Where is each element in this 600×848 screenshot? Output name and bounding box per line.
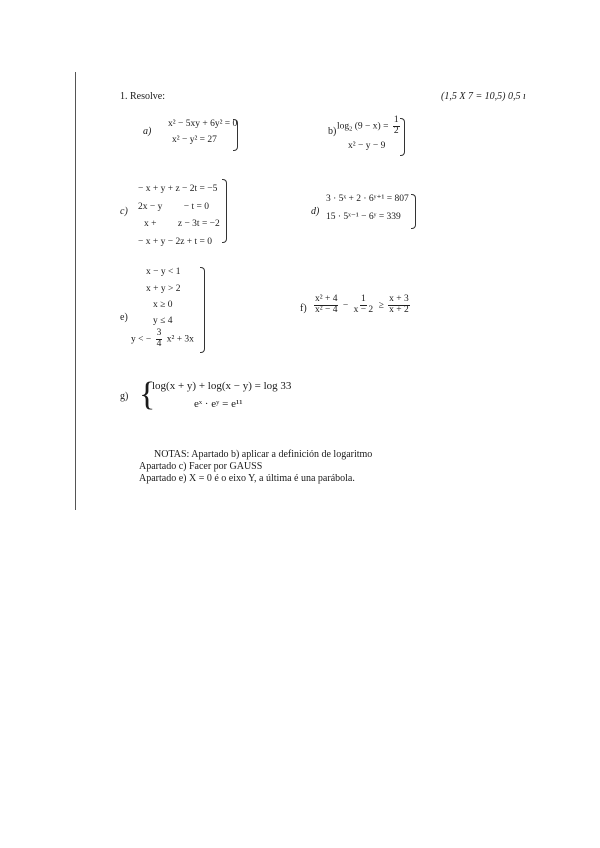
item-c-system (138, 181, 220, 251)
notes-line-3: Apartado e) X = 0 é o eixo Y, a última é una parábola. (139, 473, 355, 484)
item-d-label: d) (311, 206, 320, 217)
item-d-brace (411, 194, 416, 229)
item-b-eq1 (337, 116, 402, 137)
item-a-brace (233, 119, 238, 151)
item-f-frac1-den: x² − 4 (315, 304, 338, 315)
item-e-label: e) (120, 312, 128, 323)
item-a-eq2: x² − y² = 27 (172, 135, 217, 145)
item-c-brace (222, 179, 227, 243)
item-a-label: a) (143, 126, 152, 137)
item-b-log: log (337, 121, 350, 132)
item-f-label: f) (300, 303, 307, 314)
item-f-frac-2 (353, 295, 375, 316)
item-g-eq2: eˣ · eʸ = e¹¹ (194, 398, 243, 410)
item-b-label: b) (328, 126, 337, 137)
exercise-title: 1. Resolve: (120, 91, 165, 102)
item-e-fraction (156, 329, 163, 350)
item-f-frac-3 (388, 295, 410, 316)
item-e-frac-num: 3 (156, 328, 162, 338)
item-d-eq1: 3 · 5ˣ + 2 · 6ʸ⁺¹ = 807 (326, 194, 409, 204)
item-e-row-5 (131, 329, 194, 350)
item-b-frac-num: 1 (393, 115, 399, 125)
item-b-brace (400, 118, 405, 156)
item-c-row-3: x + z − 3t = −2 (144, 219, 220, 229)
item-f-frac3-den: x + 2 (389, 304, 409, 315)
notes-line-2: Apartado c) Facer por GAUSS (139, 461, 263, 472)
item-e-frac-den: 4 (156, 338, 162, 349)
item-e-last-prefix: y < (131, 334, 144, 345)
item-e-row-2: x + y > 2 (146, 284, 181, 294)
item-c-row-2: 2x − y − t = 0 (138, 201, 209, 212)
item-f-frac2-num: 1 (361, 294, 366, 304)
item-f-frac-1 (314, 295, 338, 316)
item-b-log-base: 2 (349, 125, 353, 133)
item-b-frac-den: 2 (393, 125, 399, 136)
item-f-frac1-num: x² + 4 (315, 294, 338, 304)
item-e-last-minus: − (145, 334, 152, 345)
item-e-brace (200, 267, 205, 353)
item-e-last-suffix: x² + 3x (166, 334, 194, 345)
exercise-score: (1,5 X 7 = 10,5) 0,5 ı (441, 91, 526, 102)
item-g-brace: { (139, 376, 156, 413)
item-g-label: g) (120, 391, 129, 402)
item-e-row-4: y ≤ 4 (153, 316, 173, 326)
item-f-frac3-num: x + 3 (389, 294, 409, 304)
item-f-geq: ≥ (378, 300, 384, 311)
item-e-row-3: x ≥ 0 (153, 300, 173, 310)
item-c-row-4: − x + y − 2z + t = 0 (138, 236, 213, 247)
item-g-eq1: log(x + y) + log(x − y) = log 33 (152, 380, 292, 392)
item-c-label: c) (120, 206, 128, 217)
item-f-inequality (312, 295, 412, 316)
item-b-eq2: x² − y − 9 (348, 141, 386, 151)
margin-rule (75, 72, 76, 510)
item-b-log-arg: (9 − x) = (354, 121, 389, 132)
notes-line-1: NOTAS: Apartado b) aplicar a definición de logaritmo (154, 449, 373, 460)
item-a-eq1: x² − 5xy + 6y² = 0 (168, 119, 238, 129)
item-f-frac2-den: x − 2 (353, 304, 374, 315)
item-b-fraction (393, 116, 400, 137)
item-f-minus: − (342, 300, 349, 311)
item-d-eq2: 15 · 5ˣ⁻¹ − 6ʸ = 339 (326, 212, 401, 222)
item-c-row-1: − x + y + z − 2t = −5 (138, 184, 218, 194)
item-e-row-1: x − y < 1 (146, 267, 181, 277)
